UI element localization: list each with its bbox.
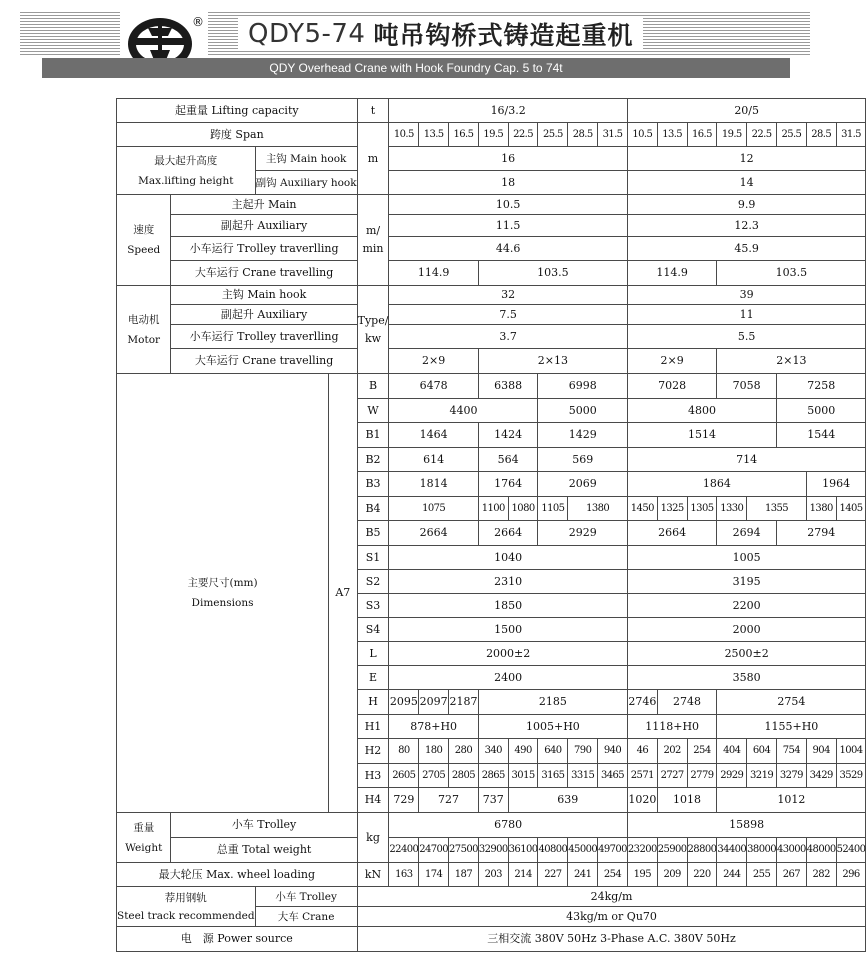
dimension-value: 2000 [627,618,866,642]
dimension-value: 1004 [836,739,866,764]
speed-main-value: 9.9 [627,195,866,215]
unit-m: m [357,123,389,195]
dimension-code: L [357,642,389,666]
dimension-value: 639 [508,788,627,813]
dimension-code: S3 [357,594,389,618]
dimension-value: 1764 [478,472,538,497]
span-value: 13.5 [419,123,449,147]
dimension-value: 1040 [389,546,628,570]
total-weight-value: 24700 [419,838,449,863]
dimension-value: 3580 [627,666,866,690]
label-speed [117,195,171,286]
dimension-value: 2929 [717,764,747,788]
dimension-code: B4 [357,497,389,521]
dimension-value: 2069 [538,472,627,497]
unit-kw: kw [364,331,382,345]
label-trolley-travel: 小车运行 Trolley traverlling [171,237,357,261]
dimension-code: B1 [357,423,389,448]
dimension-value: 6388 [478,374,538,399]
total-weight-value: 32900 [478,838,508,863]
dimension-value: 1330 [717,497,747,521]
dimension-code: E [357,666,389,690]
dimension-row [117,374,866,399]
dimension-value: 1380 [806,497,836,521]
label-rail [117,887,256,927]
dimension-value: 1464 [389,423,478,448]
wheel-load-value: 282 [806,863,836,887]
dimension-value: 4400 [389,399,538,423]
label-max-lift-cn: 最大起升高度 [154,154,218,167]
dimension-value: 1075 [389,497,478,521]
dimension-value: 2097 [419,690,449,715]
subtitle-bar [42,58,790,78]
total-weight-value: 23200 [627,838,657,863]
dimension-value: 790 [568,739,598,764]
total-weight-value: 28800 [687,838,717,863]
dimension-value: 6998 [538,374,627,399]
label-motor-cn: 电动机 [127,313,160,326]
dimension-value: 714 [627,448,866,472]
dimension-code: H [357,690,389,715]
span-value: 25.5 [776,123,806,147]
dimension-code: B5 [357,521,389,546]
dimension-code: H3 [357,764,389,788]
dimension-value: 340 [478,739,508,764]
motor-main-value: 39 [627,286,866,305]
dimension-value: 1018 [657,788,717,813]
model-title: QDY5-74 [248,19,366,49]
dimension-value: 604 [747,739,777,764]
dimension-value: 3219 [747,764,777,788]
unit-t: t [357,99,389,123]
dimension-value: 1500 [389,618,628,642]
dimension-value: 1405 [836,497,866,521]
dimension-value: 3315 [568,764,598,788]
dimension-value: 1964 [806,472,866,497]
total-weight-value: 36100 [508,838,538,863]
dimension-value: 904 [806,739,836,764]
dimension-code: H2 [357,739,389,764]
span-value: 19.5 [717,123,747,147]
label-span: 跨度 Span [117,123,358,147]
label-crane-travel: 大车运行 Crane travelling [171,261,357,286]
dimension-value: 2865 [478,764,508,788]
lift-main-value: 16 [389,147,628,171]
wheel-load-value: 174 [419,863,449,887]
dimension-value: 2605 [389,764,419,788]
motor-crane-value: 2×9 [389,349,478,374]
label-max-lift-en: Max.lifting height [138,174,234,187]
unit-kg: kg [357,813,389,863]
speed-main-value: 10.5 [389,195,628,215]
dimension-value: 2727 [657,764,687,788]
speed-trolley-value: 44.6 [389,237,628,261]
dimension-value: 1850 [389,594,628,618]
motor-aux-value: 7.5 [389,305,628,325]
wheel-load-value: 254 [598,863,628,887]
wheel-load-value: 195 [627,863,657,887]
total-weight-value: 40800 [538,838,568,863]
dimension-value: 490 [508,739,538,764]
motor-trolley-value: 5.5 [627,325,866,349]
motor-crane-value: 2×13 [717,349,866,374]
label-weight-en: Weight [125,841,163,854]
total-weight-value: 22400 [389,838,419,863]
total-weight-value: 52400 [836,838,866,863]
dimension-value: 7028 [627,374,716,399]
span-value: 10.5 [389,123,419,147]
lift-main-value: 12 [627,147,866,171]
speed-crane-value: 114.9 [627,261,716,286]
dimension-value: 7258 [776,374,865,399]
lift-aux-value: 18 [389,171,628,195]
label-speed-cn: 速度 [133,224,155,236]
label-lifting-capacity: 起重量 Lifting capacity [117,99,358,123]
dimension-value: 3015 [508,764,538,788]
wheel-load-value: 241 [568,863,598,887]
dimension-value: 727 [419,788,479,813]
dimension-value: 1325 [657,497,687,521]
label-weight [117,813,171,863]
dimension-value: 2754 [717,690,866,715]
total-weight-value: 25900 [657,838,687,863]
capacity-value: 20/5 [627,99,866,123]
dimension-value: 2664 [627,521,716,546]
span-value: 28.5 [806,123,836,147]
dimension-value: 1105 [538,497,568,521]
dimension-value: 2310 [389,570,628,594]
dimension-value: 5000 [776,399,865,423]
label-rail-en: Steel track recommended [117,909,255,922]
dimension-value: 2200 [627,594,866,618]
dimension-value: 4800 [627,399,776,423]
dimension-value: 737 [478,788,508,813]
dimension-code: H1 [357,715,389,739]
wheel-load-value: 227 [538,863,568,887]
dimension-value: 1118+H0 [627,715,716,739]
total-weight-value: 27500 [449,838,479,863]
wheel-load-value: 244 [717,863,747,887]
span-value: 28.5 [568,123,598,147]
wheel-load-value: 220 [687,863,717,887]
dimension-value: 1155+H0 [717,715,866,739]
motor-main-value: 32 [389,286,628,305]
speed-crane-value: 103.5 [717,261,866,286]
speed-trolley-value: 45.9 [627,237,866,261]
dimension-value: 180 [419,739,449,764]
dimension-value: 2746 [627,690,657,715]
dimension-value: 3195 [627,570,866,594]
label-speed-en: Speed [127,244,161,256]
dimension-value: 729 [389,788,419,813]
wheel-load-value: 214 [508,863,538,887]
dimension-value: 2705 [419,764,449,788]
dimension-value: 1020 [627,788,657,813]
dimension-value: 1864 [627,472,806,497]
label-power: 电 源 Power source [117,927,358,952]
label-work-class: A7 [329,374,358,813]
unit-type-kw [357,286,389,374]
span-value: 31.5 [836,123,866,147]
unit-kn: kN [357,863,389,887]
label-motor [117,286,171,374]
label-dimensions-en: Dimensions [191,597,254,609]
wheel-load-value: 209 [657,863,687,887]
label-speed-aux: 副起升 Auxiliary [171,215,357,237]
weight-trolley-value: 15898 [627,813,866,838]
label-weight-trolley: 小车 Trolley [171,813,357,838]
span-value: 22.5 [508,123,538,147]
speed-crane-value: 114.9 [389,261,478,286]
wheel-load-value: 203 [478,863,508,887]
dimension-value: 1814 [389,472,478,497]
page-header [0,0,827,80]
speed-crane-value: 103.5 [478,261,627,286]
dimension-code: S1 [357,546,389,570]
dimension-value: 1544 [776,423,865,448]
total-weight-value: 38000 [747,838,777,863]
label-dimensions [117,374,329,813]
unit-m-min [357,195,389,286]
dimension-value: 2929 [538,521,627,546]
unit-type: Type/ [357,313,389,327]
dimension-value: 3429 [806,764,836,788]
dimension-value: 2187 [449,690,479,715]
dimension-value: 878+H0 [389,715,478,739]
dimension-value: 5000 [538,399,627,423]
speed-aux-value: 12.3 [627,215,866,237]
dimension-code: S4 [357,618,389,642]
dimension-value: 1100 [478,497,508,521]
speed-aux-value: 11.5 [389,215,628,237]
span-value: 25.5 [538,123,568,147]
span-value: 31.5 [598,123,628,147]
wheel-load-value: 296 [836,863,866,887]
rail-crane-value: 43kg/m or Qu70 [357,907,866,927]
dimension-value: 2185 [478,690,627,715]
dimension-code: B3 [357,472,389,497]
dimension-value: 2400 [389,666,628,690]
unit-m-min-top: m/ [365,224,381,237]
dimension-value: 2000±2 [389,642,628,666]
dimension-value: 3279 [776,764,806,788]
dimension-value: 2500±2 [627,642,866,666]
dimension-value: 254 [687,739,717,764]
total-weight-value: 45000 [568,838,598,863]
dimension-code: B2 [357,448,389,472]
dimension-value: 2571 [627,764,657,788]
span-value: 13.5 [657,123,687,147]
dimension-value: 754 [776,739,806,764]
spec-table [116,98,866,952]
dimension-value: 940 [598,739,628,764]
label-rail-cn: 荐用钢轨 [164,891,207,904]
title-chinese: 吨吊钩桥式铸造起重机 [373,21,634,50]
svg-text:®: ® [192,15,204,29]
label-max-wheel: 最大轮压 Max. wheel loading [117,863,358,887]
dimension-value: 1424 [478,423,538,448]
label-weight-cn: 重量 [133,821,155,834]
span-value: 16.5 [687,123,717,147]
title-box [238,17,643,51]
dimension-value: 1514 [627,423,776,448]
dimension-value: 614 [389,448,478,472]
label-max-lift [117,147,256,195]
dimension-code: B [357,374,389,399]
dimension-value: 80 [389,739,419,764]
dimension-value: 3465 [598,764,628,788]
dimension-value: 1380 [568,497,628,521]
dimension-value: 7058 [717,374,777,399]
dimension-value: 1355 [747,497,807,521]
dimension-value: 3165 [538,764,568,788]
span-value: 10.5 [627,123,657,147]
wheel-load-value: 255 [747,863,777,887]
dimension-value: 1429 [538,423,627,448]
wheel-load-value: 267 [776,863,806,887]
dimension-code: S2 [357,570,389,594]
dimension-value: 1012 [717,788,866,813]
dimension-value: 2794 [776,521,865,546]
power-value: 三相交流 380V 50Hz 3-Phase A.C. 380V 50Hz [357,927,866,952]
dimension-value: 202 [657,739,687,764]
label-motor-main: 主钩 Main hook [171,286,357,305]
dimension-value: 3529 [836,764,866,788]
dimension-value: 404 [717,739,747,764]
dimension-value: 46 [627,739,657,764]
label-aux-hook: 副钩 Auxiliary hook [255,171,357,195]
dimension-value: 1005+H0 [478,715,627,739]
dimension-value: 2779 [687,764,717,788]
label-motor-aux: 副起升 Auxiliary [171,305,357,325]
weight-trolley-value: 6780 [389,813,628,838]
dimension-value: 2664 [389,521,478,546]
motor-trolley-value: 3.7 [389,325,628,349]
label-total-weight: 总重 Total weight [171,838,357,863]
spec-table-body [117,99,866,952]
lift-aux-value: 14 [627,171,866,195]
total-weight-value: 48000 [806,838,836,863]
wheel-load-value: 187 [449,863,479,887]
rail-trolley-value: 24kg/m [357,887,866,907]
dimension-value: 2095 [389,690,419,715]
dimension-value: 1005 [627,546,866,570]
dimension-value: 2694 [717,521,777,546]
label-dimensions-cn: 主要尺寸(mm) [187,577,258,589]
wheel-load-value: 163 [389,863,419,887]
label-speed-main: 主起升 Main [171,195,357,215]
dimension-value: 2805 [449,764,479,788]
dimension-value: 1080 [508,497,538,521]
total-weight-value: 34400 [717,838,747,863]
dimension-value: 564 [478,448,538,472]
dimension-value: 1305 [687,497,717,521]
dimension-value: 640 [538,739,568,764]
total-weight-value: 49700 [598,838,628,863]
span-value: 19.5 [478,123,508,147]
label-rail-crane: 大车 Crane [255,907,357,927]
span-value: 22.5 [747,123,777,147]
unit-m-min-bottom: min [362,242,384,255]
motor-crane-value: 2×13 [478,349,627,374]
dimension-value: 2664 [478,521,538,546]
motor-aux-value: 11 [627,305,866,325]
subtitle-text: QDY Overhead Crane with Hook Foundry Cap. 5 to 74t [269,61,563,75]
label-motor-trolley: 小车运行 Trolley traverlling [171,325,357,349]
capacity-value: 16/3.2 [389,99,628,123]
total-weight-value: 43000 [776,838,806,863]
label-motor-en: Motor [127,333,161,346]
label-main-hook: 主钩 Main hook [255,147,357,171]
span-value: 16.5 [449,123,479,147]
dimension-code: W [357,399,389,423]
label-motor-crane: 大车运行 Crane travelling [171,349,357,374]
dimension-value: 2748 [657,690,717,715]
label-rail-trolley: 小车 Trolley [255,887,357,907]
dimension-value: 569 [538,448,627,472]
dimension-value: 1450 [627,497,657,521]
dimension-value: 280 [449,739,479,764]
dimension-value: 6478 [389,374,478,399]
dimension-code: H4 [357,788,389,813]
motor-crane-value: 2×9 [627,349,716,374]
